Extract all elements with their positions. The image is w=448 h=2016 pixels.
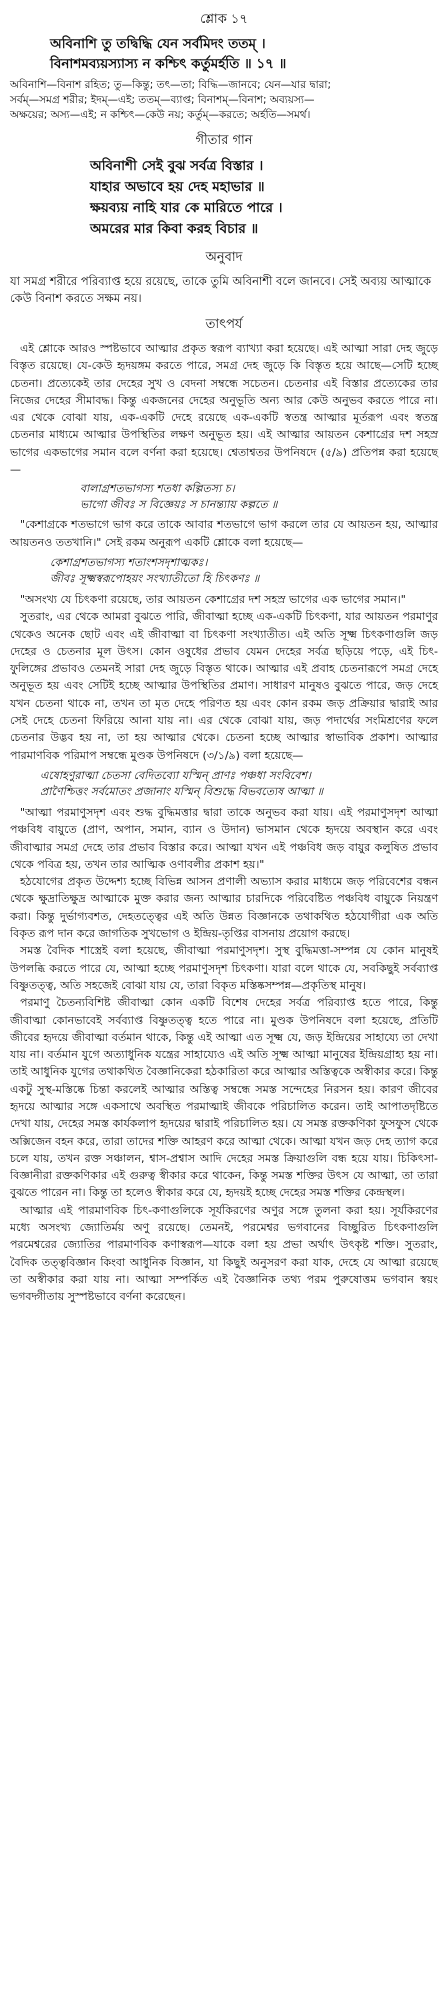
quote-line: জীবঃ সূক্ষ্মস্বরূপোহয়ং সংখ্যাতীতো হি চিৎকণঃ ॥ bbox=[50, 571, 260, 585]
sanskrit-quote bbox=[40, 768, 438, 800]
synonym-line: অবিনাশি—বিনাশ রহিত; তু—কিন্তু; তৎ—তা; বিদ্ধি—জানবে; যেন—যার দ্বারা; bbox=[10, 79, 331, 91]
song-verse bbox=[10, 156, 438, 240]
quote-line: ভাগো জীবঃ স বিজ্ঞেয়ঃ স চানন্ত্যায় কল্পতে ॥ bbox=[80, 498, 278, 512]
synonym-line: অক্ষয়ের; অস্য—এই; ন কশ্চিৎ—কেউ নয়; কর্তুম্—করতে; অর্হতি—সমর্থ। bbox=[10, 109, 311, 121]
purport-paragraph: পরমাণু চৈতন্যবিশিষ্ট জীবাত্মা কোন একটি বিশেষ দেহের সর্বত্র পরিব্যাপ্ত হতে পারে, কিন্তু জীবাত্মা কোনভাবেই সর্বব্যাপ্ত বিষ্ণুতত্ত্ব হতে পারে না। মুণ্ডক উপনিষদে বলা হয়েছে, প্রতিটি জীবের হৃদয়ে জীবাত্মা বর্তমান থাকে, কিন্তু এই আত্মা এত সূক্ষ্ম যে, জড় ইন্দ্রিয়ের সাহায্যে তা দেখা যায় না। বর্তমান যুগে অত্যাধুনিক যন্ত্রের সাহায্যেও এই অতি সূক্ষ্ম আত্মা মানুষের ইন্দ্রিয়গ্রাহ্য হয় না। তাই আধুনিক যুগের তথাকথিত বৈজ্ঞানিকেরা হঠকারিতা করে আত্মার অস্তিত্বকে অস্বীকার করে। কিন্তু একটু সুস্থ-মস্তিষ্কে চিন্তা করলেই আত্মার অস্তিত্ব সম্বন্ধে সমস্ত সন্দেহের নিরসন হয়। কারণ জীবের হৃদয়ে আত্মার সঙ্গে একসাথে অবস্থিত পরমাত্মাই জীবকে পরিচালিত করেন। তাই আপাতদৃষ্টিতে দেখা যায়, দেহের সমস্ত কার্যকলাপ হৃদয়ের দ্বারাই পরিচালিত হয়। যে সমস্ত রক্তকণিকা ফুসফুস থেকে অক্সিজেন বহন করে, তারা তাদের শক্তি আহরণ করে আত্মা থেকে। আত্মা যখন জড় দেহ ত্যাগ করে চলে যায়, তখন রক্ত সঞ্চালন, শ্বাস-প্রশ্বাস আদি দেহের সমস্ত ক্রিয়াগুলি বন্ধ হয়ে যায়। চিকিৎসা-বিজ্ঞানীরা রক্তকণিকার এই গুরুত্ব স্বীকার করে থাকেন, কিন্তু সমস্ত শক্তির উৎস যে আত্মা, তা তারা বুঝতে পারেন না। কিন্তু তা হলেও স্বীকার করে যে, হৃদয়ই হচ্ছে দেহের সমস্ত শক্তির কেন্দ্রস্থল। bbox=[10, 996, 438, 1200]
purport-paragraph: এই শ্লোকে আরও স্পষ্টভাবে আত্মার প্রকৃত স্বরূপ ব্যাখ্যা করা হয়েছে। এই আত্মা সারা দেহ জুড়ে বিস্তৃত রয়েছে। যে-কেউ হৃদয়ঙ্গম করতে পারে, সমগ্র দেহ জুড়ে কি বিস্তৃত হয়ে আছে—সেটি হচ্ছে চেতনা। প্রত্যেকেই তার দেহের সুখ ও বেদনা সম্বন্ধে সচেতন। চেতনার এই বিস্তার প্রত্যেকের তার নিজের দেহের সীমাবদ্ধ। কিন্তু একজনের দেহের অনুভূতি অন্য আর কেউ অনুভব করতে পারে না। এর থেকে বোঝা যায়, এক-একটি দেহে রয়েছে এক-একটি স্বতন্ত্র আত্মার মূর্তরূপ এবং স্বতন্ত্র চেতনার মাধ্যমে আত্মার উপস্থিতির লক্ষণ অনুভূত হয়। এই আত্মার আয়তন কেশাগ্রের দশ সহস্র ভাগের একভাগের সমান বলে বর্ণনা করা হয়েছে। শ্বেতাশ্বতর উপনিষদে (৫/৯) প্রতিপন্ন করা হয়েছে— bbox=[10, 342, 438, 477]
verse-line: অবিনাশি তু তদ্বিদ্ধি যেন সর্বমিদং ততম্ । bbox=[50, 36, 266, 52]
song-line: ক্ষয়ব্যয় নাহি যার কে মারিতে পারে । bbox=[90, 200, 283, 216]
song-line: অমরের মার কিবা করহ বিচার ॥ bbox=[90, 221, 259, 237]
synonym-line: সর্বম্—সমগ্র শরীর; ইদম্—এই; ততম্—ব্যাপ্ত; বিনাশম্—বিনাশ; অব্যয়স্য— bbox=[10, 94, 315, 106]
quote-line: প্রাণৈশ্চিত্তং সর্বমোতং প্রজানাং যস্মিন্ বিশুদ্ধে বিভবত্যেষ আত্মা ॥ bbox=[40, 784, 324, 798]
sloka-title: শ্লোক ১৭ bbox=[200, 12, 248, 27]
purport-paragraph: "আত্মা পরমাণুসদৃশ এবং শুদ্ধ বুদ্ধিমত্তার দ্বারা তাকে অনুভব করা যায়। এই পরমাণুসদৃশ আত্মা পঞ্চবিধ বায়ুতে (প্রাণ, অপান, সমান, ব্যান ও উদান) ভাসমান থেকে হৃদয়ে অবস্থান করে এবং জীবাত্মার সমগ্র দেহে তার প্রভাব বিস্তার করে। আত্মা যখন এই পঞ্চবিধ জড় বায়ুর কলুষিত প্রভাব থেকে পবিত্র হয়, তখন তার আত্মিক ওণাবলীর প্রকাশ হয়।" bbox=[10, 805, 438, 871]
purport-paragraph: হঠযোগের প্রকৃত উদ্দেশ্য হচ্ছে বিভিন্ন আসন প্রণালী অভ্যাস করার মাধ্যমে জড় পরিবেশের বন্ধন থেকে ক্ষুদ্রাতিক্ষুদ্র আত্মাকে মুক্ত করার জন্য আত্মার চারদিকে পরিবেষ্টিত পঞ্চবিধ বায়ুকে নিয়ন্ত্রণ করা। কিন্তু দুর্ভাগ্যবশত, দেহতত্ত্বের এই অতি উন্নত বিজ্ঞানকে তথাকথিত হঠযোগীরা এক অতি বিকৃত রূপ দান করে জাগতিক সুখভোগ ও ইন্দ্রিয়-তৃপ্তির বাসনায় প্রয়োগ করছে। bbox=[10, 875, 438, 941]
purport-title: তাৎপর্য bbox=[205, 317, 243, 332]
song-title: গীতার গান bbox=[195, 133, 253, 148]
song-line: অবিনাশী সেই বুঝ সর্বত্র বিস্তার । bbox=[90, 158, 264, 174]
sanskrit-quote bbox=[50, 555, 438, 587]
quote-line: এষোহণুরাত্মা চেতসা বেদিতব্যো যস্মিন্ প্রাণঃ পঞ্চধা সংবিবেশ। bbox=[40, 768, 311, 782]
purport-paragraph: সমস্ত বৈদিক শাস্ত্রেই বলা হয়েছে, জীবাত্মা পরমাণুসদৃশ। সুস্থ বুদ্ধিমত্তা-সম্পন্ন যে কোন মানুষই উপলব্ধি করতে পারে যে, আত্মা হচ্ছে পরমাণুসদৃশ চিৎকণা। যারা বলে থাকে যে, সবকিছুই সর্বব্যাপ্ত বিষ্ণুতত্ত্ব, অতি সহজেই বোঝা যায় যে, তারা বিকৃত মস্তিষ্কসম্পন্ন—প্রকৃতিস্থ মানুষ। bbox=[10, 944, 438, 992]
sanskrit-quote bbox=[80, 481, 438, 513]
translation-text: যা সমগ্র শরীরে পরিব্যাপ্ত হয়ে রয়েছে, তাকে তুমি অবিনাশী বলে জানবে। সেই অব্যয় আত্মাকে কেউ বিনাশ করতে সক্ষম নয়। bbox=[10, 274, 432, 305]
song-line: যাহার অভাবে হয় দেহ মহাভার ॥ bbox=[90, 179, 265, 195]
purport-paragraph: "অসংখ্য যে চিৎকণা রয়েছে, তার আয়তন কেশাগ্রের দশ সহস্র ভাগের এক ভাগের সমান।" bbox=[20, 592, 406, 606]
synonyms bbox=[10, 78, 438, 123]
verse-line: বিনাশমব্যয়স্যাস্য ন কশ্চিৎ কর্তুমর্হতি ॥ ১৭ ॥ bbox=[50, 56, 287, 72]
purport-paragraph: "কেশাগ্রকে শতভাগে ভাগ করে তাকে আবার শতভাগে ভাগ করলে তার যে আয়তন হয়, আত্মার আয়তনও ততখানি।" সেই রকম অনুরূপ একটি শ্লোকে বলা হয়েছে— bbox=[10, 518, 438, 549]
purport-paragraph: আত্মার এই পারমাণবিক চিৎ-কণাগুলিকে সূর্যকিরণের অণুর সঙ্গে তুলনা করা হয়। সূর্যকিরণের মধ্যে অসংখ্য জ্যোতির্ময় অণু রয়েছে। তেমনই, পরমেশ্বর ভগবানের বিচ্ছুরিত চিৎকণাগুলি পরমেশ্বরের জ্যোতির পারমাণবিক কণাস্বরূপ—যাকে বলা হয় প্রভা অর্থাৎ উৎকৃষ্ট শক্তি। সুতরাং, বৈদিক তত্ত্ববিজ্ঞান কিংবা আধুনিক বিজ্ঞান, যা কিছুই অনুসরণ করা যাক, দেহে যে আত্মা রয়েছে তা অস্বীকার করা যায় না। আত্মা সম্পর্কিত এই বৈজ্ঞানিক তথ্য পরম পুরুষোত্তম ভগবান স্বয়ং ভগবদ্গীতায় সুস্পষ্টভাবে বর্ণনা করেছেন। bbox=[10, 1203, 438, 1304]
purport-paragraph: সুতরাং, এর থেকে আমরা বুঝতে পারি, জীবাত্মা হচ্ছে এক-একটি চিৎকণা, যার আয়তন পরমাণুর থেকেও অনেক ছোট এবং এই জীবাত্মা বা চিৎকণা সংখ্যাতীত। এই অতি সূক্ষ্ম চিৎকণাগুলি জড় দেহের ও চেতনার মূল উৎস। কোন ওষুধের প্রভাব যেমন দেহের সর্বত্র ছড়িয়ে পড়ে, এই চিৎ-ফুলিঙ্গের প্রভাবও তেমনই সারা দেহ জুড়ে বিস্তৃত থাকে। আত্মার এই প্রবাহ চেতনারূপে সমগ্র দেহে অনুভূত হয় এবং সেটিই হচ্ছে আত্মার উপস্থিতির প্রমাণ। সাধারণ মানুষও বুঝতে পারে, জড় দেহে যখন চেতনা থাকে না, তখন তা মৃত দেহে পরিণত হয় এবং কোন রকম জড় প্রক্রিয়ার দ্বারাই আর সেই দেহে চেতনা ফিরিয়ে আনা যায় না। এর থেকে বোঝা যায়, জড় পদার্থের সংমিশ্রণের ফলে চেতনার উদ্ভব হয় না, তা হয় আত্মার থেকে। চেতনা হচ্ছে আত্মার স্বাভাবিক প্রকাশ। আত্মার পারমাণবিক পরিমাপ সম্বন্ধে মুণ্ডক উপনিষদে (৩/১/৯) বলা হয়েছে— bbox=[10, 610, 438, 762]
sloka-verse bbox=[10, 34, 438, 74]
translation-title: অনুবাদ bbox=[205, 250, 243, 265]
quote-line: কেশাগ্রশতভাগস্য শতাংশসদৃশাত্মকঃ। bbox=[50, 555, 208, 569]
quote-line: বালাগ্রশতভাগস্য শতধা কল্পিতস্য চ। bbox=[80, 482, 235, 496]
